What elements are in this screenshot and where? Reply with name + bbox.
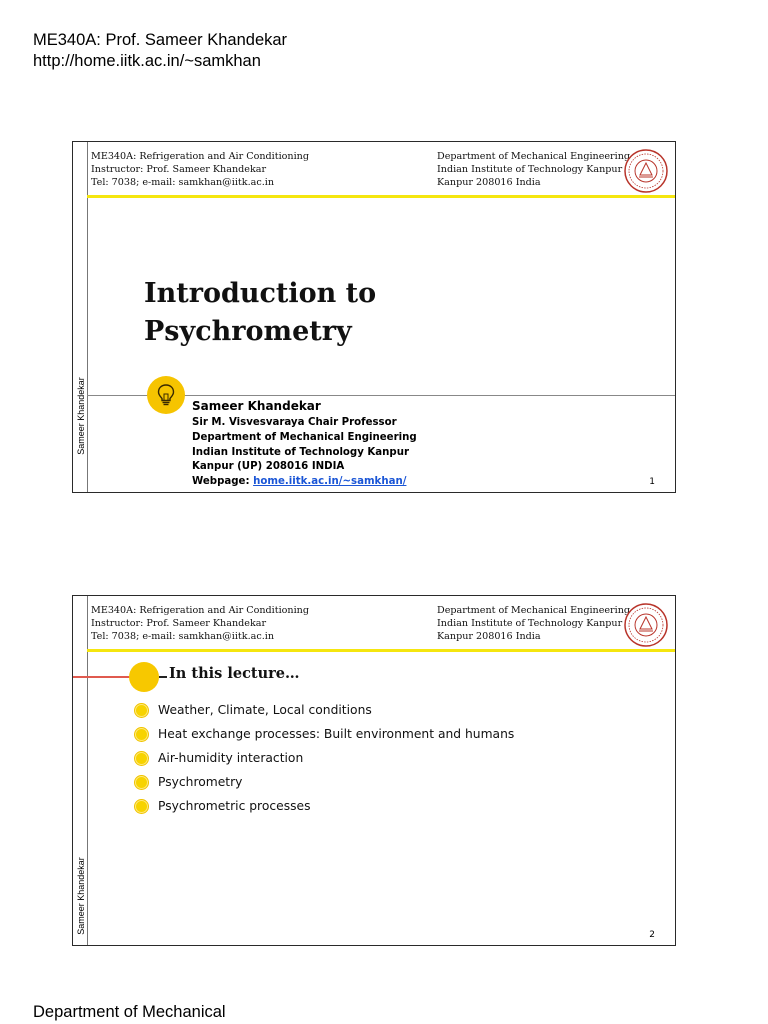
author-department: Department of Mechanical Engineering: [192, 431, 417, 443]
department: Department of Mechanical Engineering: [437, 605, 631, 616]
slide-number: 2: [649, 930, 655, 940]
institute-seal-icon: [623, 148, 669, 194]
author-name: Sameer Khandekar: [192, 399, 321, 413]
section-dot-icon: [129, 662, 159, 692]
author-title: Sir M. Visvesvaraya Chair Professor: [192, 417, 397, 428]
list-item: [135, 746, 514, 770]
title-line-1: Introduction to: [144, 278, 377, 309]
list-item: [135, 794, 514, 818]
webpage-label: Webpage:: [192, 476, 254, 488]
sidebar-label-container: [74, 836, 88, 946]
lightbulb-icon: [155, 383, 177, 407]
bullet-circle-icon: [135, 776, 148, 789]
page-header-url[interactable]: http://home.iitk.ac.in/~samkhan: [33, 52, 261, 70]
lecture-topics-list: [135, 698, 514, 818]
section-line: [73, 676, 131, 678]
page-footer: Department of Mechanical: [33, 1003, 226, 1021]
bullet-circle-icon: [135, 704, 148, 717]
slide-2: [72, 595, 676, 946]
course-title: ME340A: Refrigeration and Air Conditioning: [91, 605, 310, 616]
topic-text: Psychrometry: [158, 775, 243, 789]
page-header: [33, 30, 287, 72]
slide-header-institution: [437, 605, 630, 643]
institute: Indian Institute of Technology Kanpur: [437, 163, 623, 175]
author-webpage: [192, 475, 417, 490]
sidebar-label: Sameer Khandekar: [76, 377, 87, 455]
list-item: [135, 770, 514, 794]
topic-text: Heat exchange processes: Built environment and humans: [158, 727, 515, 741]
slide-header-course-info: [91, 605, 309, 643]
page-header-course: ME340A: Prof. Sameer Khandekar: [33, 31, 288, 49]
title-line-2: Psychrometry: [144, 316, 352, 347]
topic-text: Psychrometric processes: [158, 799, 311, 813]
author-address: Kanpur (UP) 208016 INDIA: [192, 461, 345, 473]
list-item: [135, 722, 514, 746]
instructor: Instructor: Prof. Sameer Khandekar: [91, 617, 267, 629]
address: Kanpur 208016 India: [437, 630, 541, 642]
slide-header-institution: [437, 151, 630, 189]
slide-number: 1: [649, 477, 655, 487]
slide-header-course-info: [91, 151, 309, 189]
bullet-circle-icon: [135, 752, 148, 765]
institute-seal-icon: [623, 602, 669, 648]
contact: Tel: 7038; e-mail: samkhan@iitk.ac.in: [91, 630, 275, 642]
slide-1: [72, 141, 676, 493]
institute: Indian Institute of Technology Kanpur: [437, 617, 623, 629]
topic-text: Weather, Climate, Local conditions: [158, 703, 372, 717]
contact: Tel: 7038; e-mail: samkhan@iitk.ac.in: [91, 176, 275, 188]
instructor: Instructor: Prof. Sameer Khandekar: [91, 163, 267, 175]
author-institute: Indian Institute of Technology Kanpur: [192, 446, 410, 458]
sidebar-label-container: [74, 356, 88, 476]
topic-text: Air-humidity interaction: [158, 751, 304, 765]
course-title: ME340A: Refrigeration and Air Conditioning: [91, 151, 310, 162]
section-title: In this lecture…: [169, 665, 300, 682]
slide-title: [144, 275, 376, 351]
header-accent-bar: [87, 195, 675, 198]
section-dash: [159, 676, 167, 678]
bullet-circle-icon: [135, 800, 148, 813]
lightbulb-badge: [147, 376, 185, 414]
author-block: [192, 398, 417, 490]
sidebar-label: Sameer Khandekar: [76, 857, 87, 935]
webpage-link[interactable]: home.iitk.ac.in/~samkhan/: [253, 476, 407, 488]
bullet-circle-icon: [135, 728, 148, 741]
header-accent-bar: [87, 649, 675, 652]
address: Kanpur 208016 India: [437, 176, 541, 188]
department: Department of Mechanical Engineering: [437, 151, 631, 162]
list-item: [135, 698, 514, 722]
